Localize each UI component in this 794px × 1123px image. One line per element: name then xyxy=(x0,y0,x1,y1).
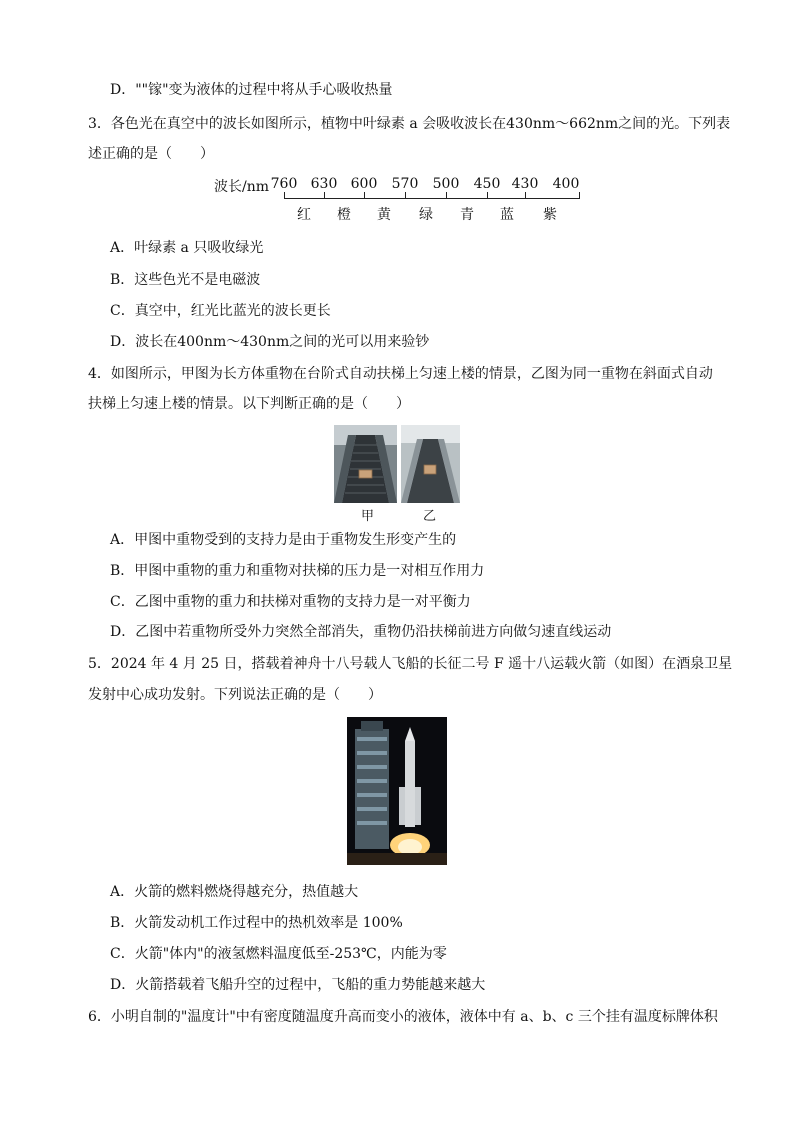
q5-option-b: B．火箭发动机工作过程中的热机效率是 100% xyxy=(110,915,403,931)
wavelength-tick-label: 760 xyxy=(270,176,298,192)
q4-option-d: D．乙图中若重物所受外力突然全部消失，重物仍沿扶梯前进方向做匀速直线运动 xyxy=(110,624,612,640)
escalator-stair-image xyxy=(334,425,397,503)
q3-stem-line2: 述正确的是（ ） xyxy=(88,146,214,162)
axis-tick xyxy=(324,192,325,198)
q4-option-b: B．甲图中重物的重力和重物对扶梯的压力是一对相互作用力 xyxy=(110,563,485,579)
q5-stem-line1: 5．2024 年 4 月 25 日，搭载着神舟十八号载人飞船的长征二号 F 遥十八运载火箭（如图）在酒泉卫星 xyxy=(88,656,733,672)
rocket-launch-image xyxy=(347,717,447,865)
color-label: 橙 xyxy=(337,207,351,223)
photo-caption-yi: 乙 xyxy=(423,509,437,524)
wavelength-tick-label: 600 xyxy=(350,176,378,192)
q4-stem-line2: 扶梯上匀速上楼的情景。以下判断正确的是（ ） xyxy=(88,396,410,412)
q5-stem-line2: 发射中心成功发射。下列说法正确的是（ ） xyxy=(88,687,382,703)
q4-option-a: A．甲图中重物受到的支持力是由于重物发生形变产生的 xyxy=(110,532,457,548)
wavelength-tick-label: 450 xyxy=(473,176,501,192)
escalator-stair-photo xyxy=(334,425,397,503)
q4-stem-line1: 4．如图所示，甲图为长方体重物在台阶式自动扶梯上匀速上楼的情景，乙图为同一重物在斜面式自动 xyxy=(88,366,713,382)
wavelength-tick-label: 430 xyxy=(511,176,539,192)
photo-caption-jia: 甲 xyxy=(361,509,375,524)
wavelength-tick-label: 400 xyxy=(552,176,580,192)
color-label: 绿 xyxy=(419,207,433,223)
escalator-ramp-photo xyxy=(401,425,460,503)
axis-tick xyxy=(446,192,447,198)
q3-option-a: A．叶绿素 a 只吸收绿光 xyxy=(110,240,264,256)
axis-tick xyxy=(284,192,285,198)
wavelength-axis-line xyxy=(284,198,580,199)
q6-stem-line1: 6．小明自制的"温度计"中有密度随温度升高而变小的液体，液体中有 a、b、c 三个挂有温度标牌体积 xyxy=(88,1009,718,1025)
wavelength-axis-label: 波长/nm xyxy=(214,179,270,195)
color-label: 蓝 xyxy=(500,207,514,223)
color-label: 紫 xyxy=(543,207,557,223)
wavelength-tick-label: 630 xyxy=(310,176,338,192)
wavelength-figure xyxy=(214,176,594,226)
q3-option-b: B．这些色光不是电磁波 xyxy=(110,272,261,288)
q5-option-d: D．火箭搭载着飞船升空的过程中，飞船的重力势能越来越大 xyxy=(110,977,486,993)
q3-option-d: D．波长在400nm～430nm之间的光可以用来验钞 xyxy=(110,334,430,350)
q5-option-c: C．火箭"体内"的液氢燃料温度低至-253℃，内能为零 xyxy=(110,946,447,962)
wavelength-tick-label: 500 xyxy=(432,176,460,192)
axis-tick xyxy=(405,192,406,198)
axis-tick xyxy=(525,192,526,198)
rocket-launch-photo xyxy=(347,717,447,865)
axis-tick xyxy=(364,192,365,198)
color-label: 青 xyxy=(460,207,474,223)
escalator-ramp-image xyxy=(401,425,460,503)
axis-tick xyxy=(579,192,580,198)
q3-stem-line1: 3．各色光在真空中的波长如图所示，植物中叶绿素 a 会吸收波长在430nm～662nm之间的光。下列表 xyxy=(88,116,731,132)
axis-tick xyxy=(487,192,488,198)
wavelength-tick-label: 570 xyxy=(391,176,419,192)
color-label: 黄 xyxy=(377,207,391,223)
q3-option-c: C．真空中，红光比蓝光的波长更长 xyxy=(110,303,331,319)
q5-option-a: A．火箭的燃料燃烧得越充分，热值越大 xyxy=(110,884,359,900)
color-label: 红 xyxy=(297,207,311,223)
q4-option-c: C．乙图中重物的重力和扶梯对重物的支持力是一对平衡力 xyxy=(110,594,471,610)
q2-option-d: D．""镓"变为液体的过程中将从手心吸收热量 xyxy=(110,82,393,98)
